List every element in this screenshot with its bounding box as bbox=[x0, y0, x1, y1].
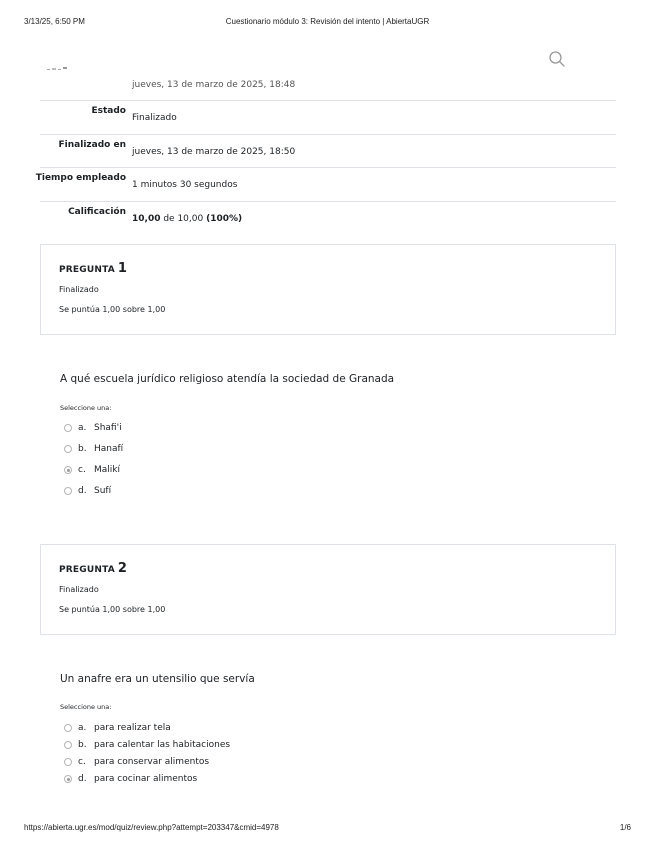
option-letter: a. bbox=[78, 723, 87, 733]
radio-button[interactable] bbox=[64, 445, 72, 453]
option-letter: b. bbox=[78, 740, 87, 750]
option-letter: d. bbox=[78, 486, 87, 496]
question-1-option-d[interactable] bbox=[64, 484, 111, 498]
radio-button-checked[interactable] bbox=[64, 466, 72, 474]
option-letter: a. bbox=[78, 423, 87, 433]
print-page-title: Cuestionario módulo 3: Revisión del intento | AbiertaUGR bbox=[225, 17, 430, 26]
summary-label: Estado bbox=[91, 106, 126, 116]
question-number: 1 bbox=[117, 261, 128, 276]
question-2-option-b[interactable] bbox=[64, 738, 230, 752]
question-1-option-b[interactable] bbox=[64, 442, 123, 456]
summary-label: Tiempo empleado bbox=[35, 173, 126, 183]
radio-button-checked[interactable] bbox=[64, 775, 72, 783]
attempt-summary-table bbox=[35, 100, 616, 234]
option-letter: c. bbox=[78, 465, 86, 475]
summary-row-grade bbox=[40, 201, 616, 235]
radio-button[interactable] bbox=[64, 741, 72, 749]
summary-row-started-cut bbox=[40, 80, 616, 100]
option-text: para conservar alimentos bbox=[94, 757, 210, 767]
question-1-info-card bbox=[40, 244, 616, 335]
option-text: Sufí bbox=[94, 486, 112, 496]
option-text: Shafi'i bbox=[94, 423, 122, 433]
option-letter: c. bbox=[78, 757, 86, 767]
grade-score: 10,00 bbox=[132, 213, 161, 224]
option-text: para realizar tela bbox=[94, 723, 171, 733]
question-grade: Se puntúa 1,00 sobre 1,00 bbox=[59, 605, 166, 614]
print-page-number: 1/6 bbox=[619, 823, 631, 832]
question-1-text: A qué escuela jurídico religioso atendía la sociedad de Granada bbox=[60, 373, 395, 385]
print-url: https://abierta.ugr.es/mod/quiz/review.php?attempt=203347&cmid=4978 bbox=[24, 823, 279, 832]
radio-button[interactable] bbox=[64, 758, 72, 766]
option-text: Malikí bbox=[94, 465, 120, 475]
question-label: PREGUNTA bbox=[59, 265, 115, 275]
question-1-prompt: Seleccione una: bbox=[60, 404, 112, 412]
search-icon[interactable] bbox=[548, 50, 566, 68]
question-2-prompt: Seleccione una: bbox=[60, 703, 112, 711]
grade-value bbox=[132, 214, 242, 224]
option-text: Hanafí bbox=[94, 444, 124, 454]
question-heading bbox=[59, 261, 127, 276]
summary-label: Finalizado en bbox=[58, 139, 126, 150]
question-grade: Se puntúa 1,00 sobre 1,00 bbox=[59, 305, 166, 314]
summary-value: 1 minutos 30 segundos bbox=[132, 180, 238, 190]
option-text: para calentar las habitaciones bbox=[94, 740, 231, 750]
question-state: Finalizado bbox=[59, 285, 99, 294]
grade-percent: (100%) bbox=[206, 213, 243, 224]
question-state: Finalizado bbox=[59, 585, 99, 594]
summary-row-time-taken bbox=[35, 167, 616, 201]
summary-value: jueves, 13 de marzo de 2025, 18:50 bbox=[132, 146, 296, 157]
radio-button[interactable] bbox=[64, 724, 72, 732]
question-label: PREGUNTA bbox=[59, 565, 115, 575]
question-2-info-card bbox=[40, 544, 616, 635]
question-number: 2 bbox=[117, 561, 128, 576]
summary-label: Calificación bbox=[68, 206, 126, 217]
print-datetime: 3/13/25, 6:50 PM bbox=[24, 17, 85, 26]
radio-button[interactable] bbox=[64, 487, 72, 495]
abierta-ugr-logo-icon[interactable] bbox=[46, 58, 68, 66]
question-2-option-a[interactable] bbox=[64, 721, 171, 735]
question-2-text: Un anafre era un utensilio que servía bbox=[60, 673, 255, 685]
option-letter: b. bbox=[78, 444, 87, 454]
started-on-value: jueves, 13 de marzo de 2025, 18:48 bbox=[132, 80, 296, 90]
question-2-option-c[interactable] bbox=[64, 755, 209, 769]
question-1-option-c[interactable] bbox=[64, 463, 120, 477]
radio-button[interactable] bbox=[64, 424, 72, 432]
summary-row-state bbox=[40, 100, 616, 134]
option-text: para cocinar alimentos bbox=[94, 774, 198, 784]
option-letter: d. bbox=[78, 774, 87, 784]
question-1-option-a[interactable] bbox=[64, 421, 122, 435]
question-heading bbox=[59, 561, 127, 576]
summary-value: Finalizado bbox=[132, 113, 177, 123]
print-header bbox=[0, 17, 655, 29]
grade-rest: de 10,00 bbox=[160, 213, 207, 224]
summary-row-finished bbox=[40, 134, 616, 168]
question-2-option-d[interactable] bbox=[64, 772, 197, 786]
